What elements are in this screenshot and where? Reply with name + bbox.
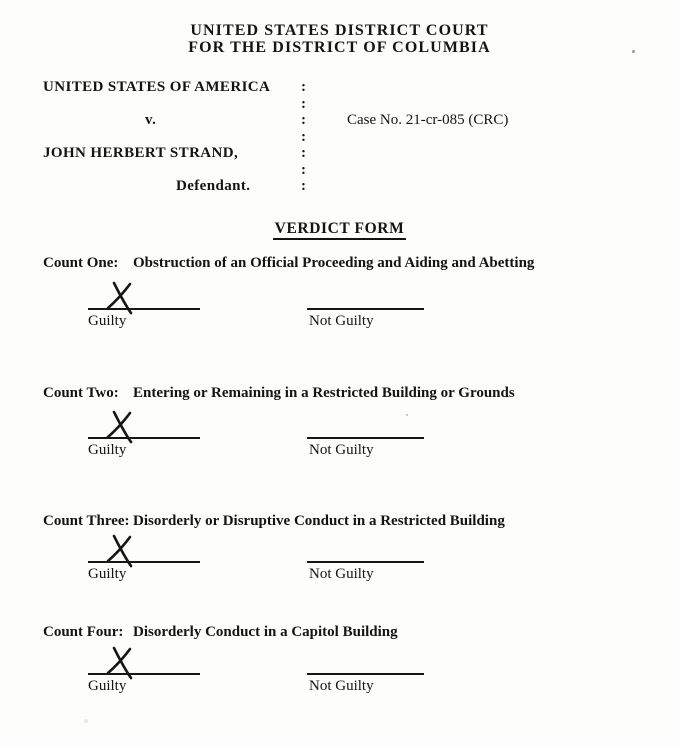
count-three-block [0, 510, 679, 590]
case-number: Case No. 21-cr-085 (CRC) [347, 112, 509, 128]
court-name-line: UNITED STATES DISTRICT COURT [190, 22, 489, 39]
count-two-block [0, 382, 679, 462]
count-one-label: Count One: [43, 255, 119, 271]
not-guilty-label: Not Guilty [309, 678, 374, 694]
guilty-line [88, 561, 200, 563]
count-four-label: Count Four: [43, 624, 124, 640]
caption-colon: : [301, 145, 306, 161]
form-title-text: VERDICT FORM [273, 220, 407, 240]
scan-artifact-dot [84, 719, 88, 723]
count-two-heading [43, 385, 515, 402]
guilty-label: Guilty [88, 678, 127, 694]
count-one-description: Obstruction of an Official Proceeding and Aiding and Abetting [133, 255, 535, 271]
scan-artifact-dot [406, 414, 408, 416]
not-guilty-line [307, 561, 424, 563]
court-district-line: FOR THE DISTRICT OF COLUMBIA [188, 39, 491, 56]
not-guilty-line [307, 673, 424, 675]
count-two-label: Count Two: [43, 385, 119, 401]
count-two-description: Entering or Remaining in a Restricted Building or Grounds [133, 385, 515, 401]
not-guilty-line [307, 308, 424, 310]
caption-colon: : [301, 128, 306, 145]
court-header [0, 22, 679, 56]
defendant-name: JOHN HERBERT STRAND, [43, 145, 239, 161]
defendant-role-label: Defendant. [176, 178, 251, 194]
caption-colon: : [301, 161, 306, 178]
count-four-heading [43, 624, 398, 641]
not-guilty-label: Not Guilty [309, 313, 374, 329]
plaintiff-name: UNITED STATES OF AMERICA [43, 79, 271, 95]
caption-colon: : [301, 95, 306, 112]
count-three-heading [43, 513, 505, 530]
guilty-line [88, 437, 200, 439]
scan-artifact-dot [632, 50, 635, 53]
guilty-line [88, 673, 200, 675]
not-guilty-line [307, 437, 424, 439]
versus-label: v. [145, 112, 157, 128]
count-three-description: Disorderly or Disruptive Conduct in a Restricted Building [133, 513, 505, 529]
not-guilty-label: Not Guilty [309, 442, 374, 458]
count-one-heading [43, 255, 534, 272]
count-one-block [0, 255, 679, 335]
form-title [0, 220, 679, 238]
guilty-line [88, 308, 200, 310]
caption-colon: : [301, 178, 306, 194]
guilty-label: Guilty [88, 313, 127, 329]
guilty-label: Guilty [88, 442, 127, 458]
guilty-label: Guilty [88, 566, 127, 582]
count-three-label: Count Three: [43, 513, 130, 529]
count-four-description: Disorderly Conduct in a Capitol Building [133, 624, 398, 640]
count-four-block [0, 621, 679, 701]
caption-colon: : [301, 79, 306, 95]
not-guilty-label: Not Guilty [309, 566, 374, 582]
caption-colon: : [301, 112, 306, 128]
